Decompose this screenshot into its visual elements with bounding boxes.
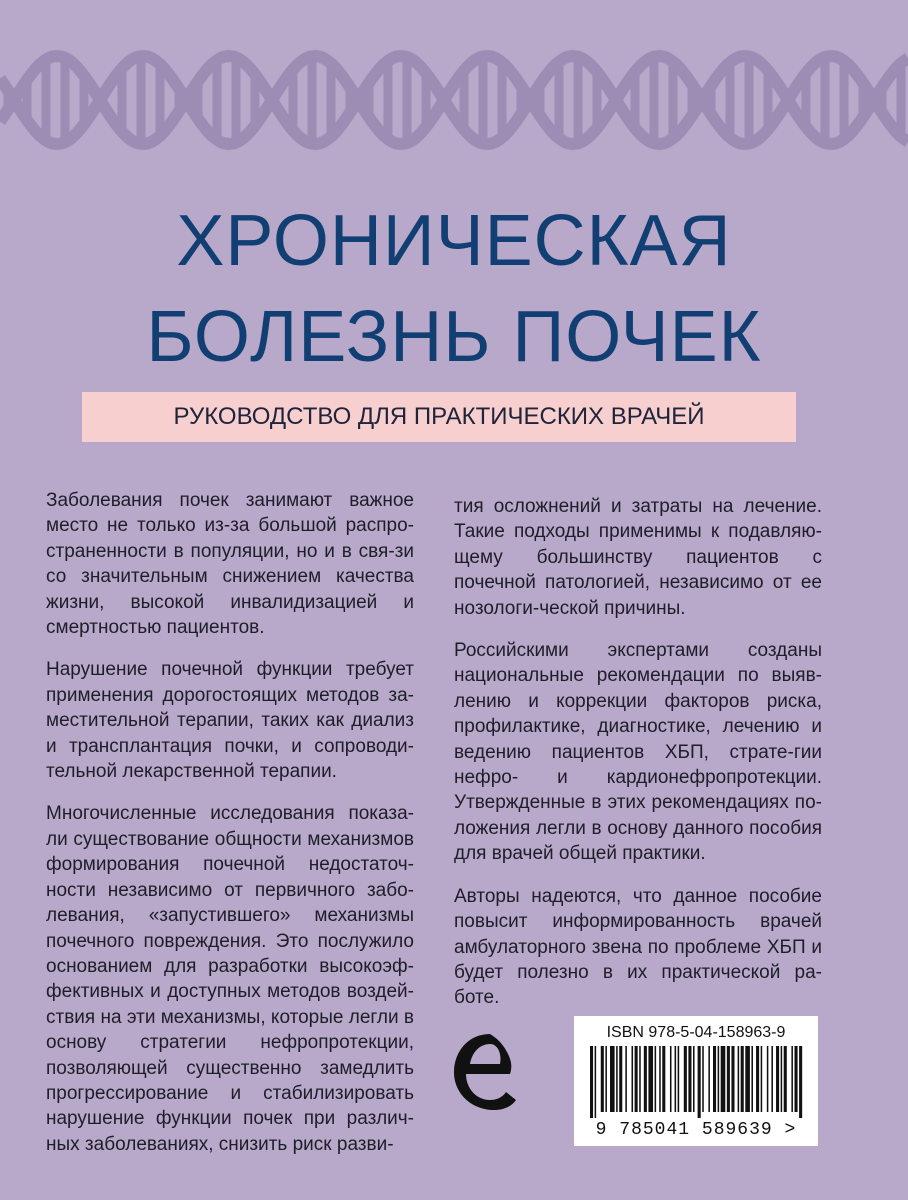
barcode-bar xyxy=(799,1046,802,1118)
barcode-bar xyxy=(751,1046,753,1112)
barcode-bar xyxy=(794,1046,797,1112)
barcode-bar xyxy=(688,1046,691,1112)
barcode-bar xyxy=(698,1046,701,1118)
barcode-bar xyxy=(610,1046,615,1112)
barcode-bar xyxy=(662,1046,665,1112)
barcode-bar xyxy=(655,1046,657,1112)
barcode-bar xyxy=(741,1046,744,1112)
barcode-bar xyxy=(590,1046,593,1118)
barcode-bar xyxy=(601,1046,604,1112)
subtitle: РУКОВОДСТВО ДЛЯ ПРАКТИЧЕСКИХ ВРАЧЕЙ xyxy=(173,403,705,430)
isbn-label: ISBN 978-5-04-158963-9 xyxy=(606,1024,786,1041)
barcode-bar xyxy=(595,1046,597,1118)
paragraph: Заболевания почек занимают важное место не только из-за большой распро-страненности в популяции, но и в свя-зи со значительным снижением качества жизни, высокой инвалидизацией и смертностью пациентов. xyxy=(46,490,414,639)
barcode-bar xyxy=(632,1046,634,1112)
barcode-bar xyxy=(776,1046,779,1112)
barcode-bar xyxy=(619,1046,622,1112)
barcode-bar xyxy=(791,1046,793,1112)
barcode-bar xyxy=(738,1046,740,1112)
barcode-bar xyxy=(675,1046,677,1112)
publisher-logo xyxy=(448,1028,518,1114)
book-title-line-1: ХРОНИЧЕСКАЯ xyxy=(176,201,732,281)
book-title-line-2: БОЛЕЗНЬ ПОЧЕК xyxy=(146,297,762,377)
paragraph: Нарушение почечной функции требует применения дорогостоящих методов за-местительной терапии, таких как диализ и трансплантация почки, и сопроводи-тельной лекарственной терапии. xyxy=(46,659,414,783)
barcode-bar xyxy=(659,1046,661,1112)
barcode-bar xyxy=(718,1046,720,1112)
barcode-bar xyxy=(745,1046,750,1112)
paragraph: Авторы надеются, что данное пособие повысит информированность врачей амбулаторного звена по проблеме ХБП и будет полезно в их практической ра-боте. xyxy=(454,885,822,1009)
paragraph: Российскими экспертами созданы национальные рекомендации по выяв-лению и коррекции факторов риска, профилактике, диагностике, лечению и ведению пациентов ХБП, страте-гии нефро- и кардионефропротекции. Утвержденные в этих рекомендациях по-ложения легли в основу данного пособия для врачей общей практики. xyxy=(454,640,822,865)
barcode-bar xyxy=(635,1046,638,1112)
barcode-bar xyxy=(605,1046,607,1112)
barcode-bar xyxy=(761,1046,763,1112)
description-right-column xyxy=(454,494,822,1028)
barcode-bar xyxy=(731,1046,734,1112)
barcode-bar xyxy=(756,1046,759,1112)
barcode-bar xyxy=(708,1046,710,1112)
paragraph: тия осложнений и затраты на лечение. Такие подходы применимы к подавляю-щему большинству пациентов с почечной патологией, независимо от ее нозологи-ческой причины. xyxy=(454,496,822,619)
barcode-bar xyxy=(639,1046,641,1112)
barcode-bar xyxy=(767,1046,769,1112)
barcode-bar xyxy=(721,1046,726,1112)
barcode-bar xyxy=(727,1046,730,1112)
subtitle-band xyxy=(82,392,796,442)
barcode-bar xyxy=(702,1046,704,1112)
barcode-bar xyxy=(693,1046,695,1112)
barcode-bar xyxy=(616,1046,618,1112)
barcode-bar xyxy=(670,1046,672,1112)
barcode-bar xyxy=(648,1046,653,1112)
barcode-bar xyxy=(713,1046,716,1112)
isbn-digits: 9 785041 589639 > xyxy=(595,1120,797,1140)
paragraph: Многочисленные исследования показа-ли существование общности механизмов формирования почечной недостаточ-ности независимо от первичного забо-левания, «запустившего» механизмы почечного повреждения. Это послужило основанием для разработки высокоэф-фективных и доступных методов воздей-ствия на эти механизмы, которые легли в основу стратегии нефропротекции, позволяющей существенно замедлить прогрессирование и стабилизировать нарушение функции почек при различ-ных заболеваниях, снизить риск разви- xyxy=(46,803,414,1155)
barcode-panel xyxy=(574,1016,818,1146)
barcode-bar xyxy=(684,1046,687,1112)
barcode-bar xyxy=(644,1046,647,1112)
dna-helix-graphic xyxy=(0,40,908,160)
barcode-bar xyxy=(625,1046,627,1112)
barcode-bar xyxy=(784,1046,787,1112)
barcode-image xyxy=(586,1046,806,1118)
barcode-bar xyxy=(781,1046,783,1112)
barcode-bar xyxy=(771,1046,773,1112)
description-left-column xyxy=(46,488,414,1174)
barcode-bar xyxy=(678,1046,680,1112)
